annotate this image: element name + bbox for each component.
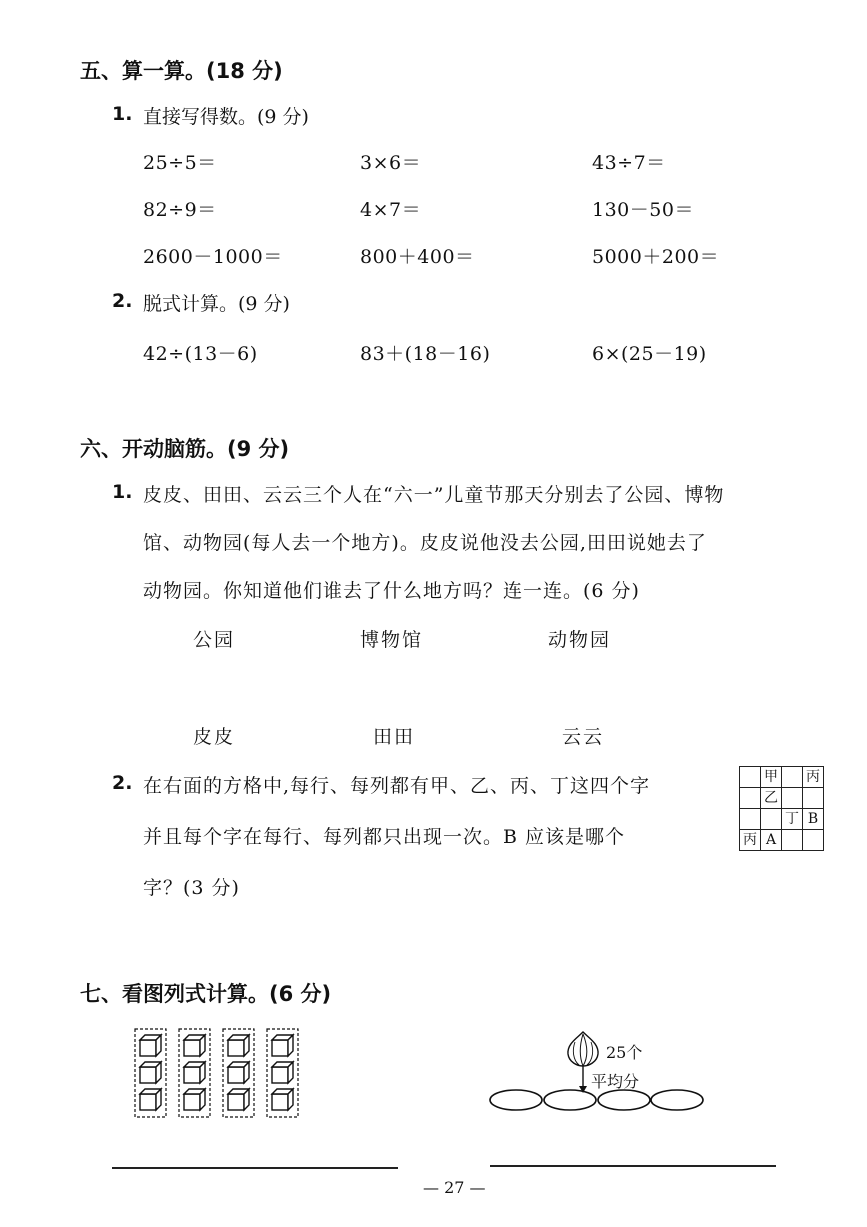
cube-icon [140, 1062, 161, 1083]
grid-cell: 丙 [803, 767, 824, 788]
answer-line-left[interactable] [112, 1167, 398, 1169]
answer-line-right[interactable] [490, 1165, 776, 1167]
grid-cell: B [803, 809, 824, 830]
grid-cell: 甲 [761, 767, 782, 788]
garlic-icon [568, 1032, 598, 1066]
plate-icon [598, 1090, 650, 1110]
plate-icon [490, 1090, 542, 1110]
calc-item: 800＋400＝ [360, 246, 475, 268]
q5-1-title: 直接写得数。(9 分) [143, 106, 309, 128]
place-park[interactable]: 公园 [193, 629, 236, 651]
plate-icon [651, 1090, 703, 1110]
person-tiantian[interactable]: 田田 [373, 726, 416, 748]
calc-item: 82÷9＝ [143, 199, 217, 221]
cube-icon [228, 1035, 249, 1056]
person-pipi[interactable]: 皮皮 [193, 726, 236, 748]
grid-cell [803, 788, 824, 809]
q6-2-line: 在右面的方格中,每行、每列都有甲、乙、丙、丁这四个字 [143, 775, 651, 797]
latin-square-grid [739, 766, 824, 851]
grid-cell: 丙 [740, 830, 761, 851]
q5-2-title: 脱式计算。(9 分) [143, 293, 290, 315]
section6-title: 六、开动脑筋。(9 分) [80, 437, 290, 461]
grid-cell [782, 788, 803, 809]
calc-item: 5000＋200＝ [592, 246, 720, 268]
q5-2-number: 2. [112, 290, 133, 312]
grid-cell [740, 809, 761, 830]
stepwise-expr: 83＋(18－16) [360, 343, 491, 365]
q6-2-number: 2. [112, 772, 133, 794]
calc-item: 4×7＝ [360, 199, 422, 221]
grid-cell [803, 830, 824, 851]
place-zoo[interactable]: 动物园 [548, 629, 612, 651]
page-number: — 27 — [423, 1178, 486, 1197]
stepwise-expr: 42÷(13－6) [143, 343, 258, 365]
grid-cell [782, 830, 803, 851]
section5-title: 五、算一算。(18 分) [80, 59, 283, 83]
cube-group [179, 1029, 210, 1117]
stepwise-expr: 6×(25－19) [592, 343, 707, 365]
cube-icon [272, 1089, 293, 1110]
cube-icon [228, 1062, 249, 1083]
grid-cell [740, 767, 761, 788]
garlic-count-label: 25个 [606, 1043, 643, 1062]
cube-icon [272, 1062, 293, 1083]
divide-label: 平均分 [591, 1072, 640, 1091]
q6-1-line: 馆、动物园(每人去一个地方)。皮皮说他没去公园,田田说她去了 [143, 532, 707, 554]
cube-groups-figure [133, 1027, 303, 1121]
q6-1-line: 动物园。你知道他们谁去了什么地方吗？连一连。(6 分) [143, 580, 640, 602]
grid-cell: 乙 [761, 788, 782, 809]
calc-item: 130－50＝ [592, 199, 694, 221]
cube-icon [184, 1035, 205, 1056]
calc-item: 3×6＝ [360, 152, 422, 174]
cube-icon [184, 1062, 205, 1083]
grid-cell: A [761, 830, 782, 851]
cube-icon [228, 1089, 249, 1110]
cube-group [135, 1029, 166, 1117]
place-museum[interactable]: 博物馆 [360, 629, 424, 651]
cube-icon [140, 1035, 161, 1056]
grid-cell [761, 809, 782, 830]
q6-1-line: 皮皮、田田、云云三个人在“六一”儿童节那天分别去了公园、博物 [143, 484, 725, 506]
cube-group [223, 1029, 254, 1117]
q6-1-number: 1. [112, 481, 133, 503]
calc-item: 25÷5＝ [143, 152, 217, 174]
cube-icon [140, 1089, 161, 1110]
cube-group [267, 1029, 298, 1117]
cube-icon [272, 1035, 293, 1056]
person-yunyun[interactable]: 云云 [562, 726, 605, 748]
grid-cell: 丁 [782, 809, 803, 830]
cube-icon [184, 1089, 205, 1110]
q5-1-number: 1. [112, 103, 133, 125]
calc-item: 43÷7＝ [592, 152, 666, 174]
q6-2-line: 字？(3 分) [143, 877, 240, 899]
grid-cell [782, 767, 803, 788]
grid-cell [740, 788, 761, 809]
plate-icon [544, 1090, 596, 1110]
section7-title: 七、看图列式计算。(6 分) [80, 982, 332, 1006]
calc-item: 2600－1000＝ [143, 246, 283, 268]
q6-2-line: 并且每个字在每行、每列都只出现一次。B 应该是哪个 [143, 826, 626, 848]
